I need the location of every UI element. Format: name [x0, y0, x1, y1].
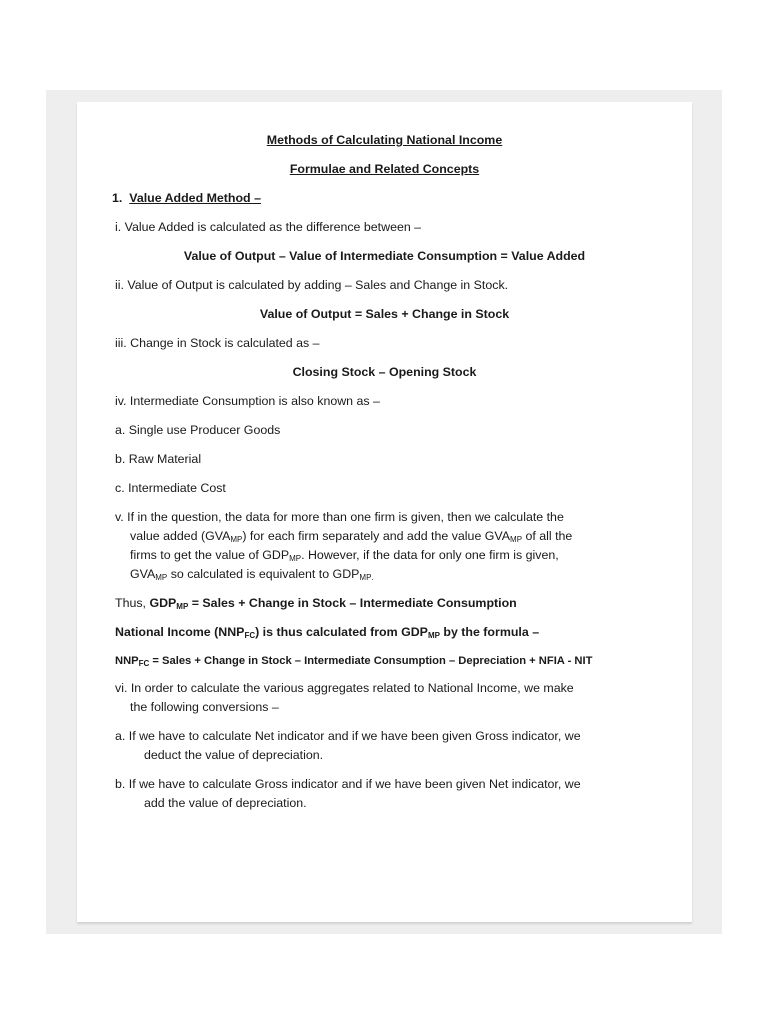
thus-gdp-formula: Thus, $GDP_{MP}$ = Sales + Change in Stock – Intermediate Consumption [115, 596, 517, 611]
point-ii: ii. Value of Output is calculated by adding – Sales and Change in Stock. [115, 278, 509, 292]
formula-value-added: Value of Output – Value of Intermediate Consumption = Value Added [183, 249, 586, 263]
point-iv: iv. Intermediate Consumption is also known as – [115, 394, 380, 408]
point-vi-b-line-1: b. If we have to calculate Gross indicator and if we have been given Net indicator, we [115, 777, 581, 791]
point-i: i. Value Added is calculated as the difference between – [115, 220, 422, 234]
section-heading [112, 189, 261, 208]
point-v-line-3: firms to get the value of $GDP_{MP}$. However, if the data for only one firm is given, [130, 548, 559, 563]
point-vi-line-1: vi. In order to calculate the various aggregates related to National Income, we make [115, 681, 574, 695]
point-v-line-1: v. If in the question, the data for more than one firm is given, then we calculate the [115, 510, 564, 524]
point-vi-a-line-2: deduct the value of depreciation. [144, 748, 324, 762]
point-iv-c: c. Intermediate Cost [115, 481, 226, 495]
point-v-line-4: $GVA_{MP}$ so calculated is equivalent to $GDP_{MP.}$ [130, 567, 374, 582]
nnp-fc-formula: $NNP_{FC}$ = Sales + Change in Stock – Intermediate Consumption – Depreciation + NFIA - NIT [115, 655, 593, 668]
point-vi-a-line-1: a. If we have to calculate Net indicator and if we have been given Gross indicator, we [115, 729, 581, 743]
point-iii: iii. Change in Stock is calculated as – [115, 336, 320, 350]
section-number: 1. [112, 191, 123, 205]
point-vi-line-2: the following conversions – [130, 700, 279, 714]
document-subtitle: Formulae and Related Concepts [289, 162, 480, 176]
point-vi-b-line-2: add the value of depreciation. [144, 796, 307, 810]
point-iv-a: a. Single use Producer Goods [115, 423, 281, 437]
section-heading-text: Value Added Method – [129, 191, 261, 205]
national-income-statement: National Income $(NNP_{FC})$ is thus calculated from $GDP_{MP}$ by the formula – [115, 625, 540, 640]
point-v-line-2: value added $(GVA_{MP})$ for each firm separately and add the value $GVA_{MP}$ of all the [130, 529, 573, 544]
formula-value-of-output: Value of Output = Sales + Change in Stock [259, 307, 510, 321]
document-title: Methods of Calculating National Income [266, 133, 503, 147]
point-iv-b: b. Raw Material [115, 452, 202, 466]
formula-change-in-stock: Closing Stock – Opening Stock [292, 365, 477, 379]
